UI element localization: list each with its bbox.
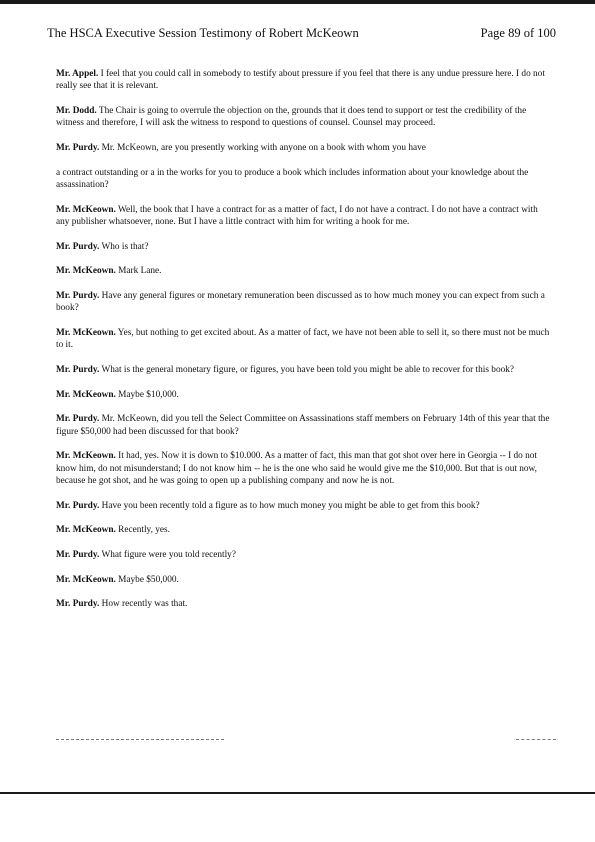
transcript-paragraph [56,327,552,352]
transcript-paragraph [56,68,552,93]
speaker-name: Mr. Dodd. [56,105,97,116]
speaker-name: Mr. Purdy. [56,142,100,153]
footer-divider-left [56,739,224,740]
transcript-paragraph [56,265,552,277]
speaker-name: Mr. Purdy. [56,500,100,511]
transcript-paragraph [56,524,552,536]
speech-text: What is the general monetary figure, or figures, you have been told you might be able to recover for this book? [99,364,515,375]
speech-text: Yes, but nothing to get excited about. As a matter of fact, we have not been able to sell it, so there must not be much to it. [56,327,550,351]
speaker-name: Mr. Purdy. [56,364,100,375]
speaker-name: Mr. Purdy. [56,549,100,560]
speech-text: Who is that? [99,241,149,252]
bottom-rule [0,792,595,794]
transcript-paragraph [56,413,552,438]
transcript-paragraph [56,500,552,512]
speech-text: It had, yes. Now it is down to $10.000. As a matter of fact, this man that got shot over here in Georgia -- I do not know him, do not misunderstand; I do not know him -- he is the one who said he would give me the $10,000. But that is out now, because he got shot, and he was going to open up a publishing company and now he is not. [56,451,538,486]
speaker-name: Mr. Appel. [56,69,99,79]
speech-text: Maybe $10,000. [115,389,179,400]
page-number: Page 89 of 100 [480,26,556,40]
speech-text: What figure were you told recently? [99,549,236,560]
speech-text: Have any general figures or monetary remuneration been discussed as to how much money you can expect from such a book? [56,291,545,314]
transcript-paragraph [56,167,552,192]
speech-text: Mr. McKeown, did you tell the Select Committee on Assassinations staff members on February 14th of this year that the figure $50,000 had been discussed for that book? [56,414,550,437]
speaker-name: Mr. Purdy. [56,599,100,610]
speaker-name: Mr. McKeown. [56,525,116,536]
speaker-name: Mr. McKeown. [56,389,116,400]
transcript-paragraph [56,105,552,130]
speech-text: How recently was that. [99,599,188,610]
transcript-body [56,68,552,623]
speaker-name: Mr. McKeown. [56,204,116,215]
transcript-paragraph [56,364,552,376]
transcript-paragraph [56,389,552,401]
speech-text: The Chair is going to overrule the objection on the, grounds that it does tend to support or test the credibility of the witness and therefore, I will ask the witness to respond to questions of counsel. Counsel may proceed. [56,105,527,129]
speech-text: Recently, yes. [115,525,170,536]
transcript-paragraph [56,598,552,610]
speech-text: Well, the book that I have a contract for as a matter of fact, I do not have a contract. I do not have a contract with any publisher whatsoever, none. But I have a little contract with him for writing a hook for me. [56,204,538,227]
top-rule [0,0,595,4]
speaker-name: Mr. McKeown. [56,327,116,338]
document-title: The HSCA Executive Session Testimony of Robert McKeown [47,26,359,40]
speech-text: Maybe $50,000. [115,574,179,585]
footer-divider-right [516,739,556,740]
speech-text: a contract outstanding or a in the works for you to produce a book which includes information about your knowledge about the assassination? [56,167,529,190]
speaker-name: Mr. Purdy. [56,414,100,425]
transcript-paragraph [56,450,552,487]
speech-text: Mark Lane. [115,266,162,277]
transcript-paragraph [56,290,552,315]
transcript-paragraph [56,574,552,586]
speaker-name: Mr. Purdy. [56,291,100,301]
speaker-name: Mr. McKeown. [56,574,116,585]
transcript-paragraph [56,549,552,561]
speaker-name: Mr. McKeown. [56,451,116,462]
transcript-paragraph [56,204,552,229]
transcript-paragraph [56,241,552,253]
speech-text: I feel that you could call in somebody to testify about pressure if you feel that there is any undue pressure here. I do not really see that it is relevant. [56,69,545,92]
speaker-name: Mr. McKeown. [56,266,116,277]
speech-text: Have you been recently told a figure as to how much money you might be able to get from this book? [99,500,480,511]
speech-text: Mr. McKeown, are you presently working with anyone on a book with whom you have [99,142,426,153]
transcript-paragraph [56,142,552,154]
speaker-name: Mr. Purdy. [56,241,100,252]
